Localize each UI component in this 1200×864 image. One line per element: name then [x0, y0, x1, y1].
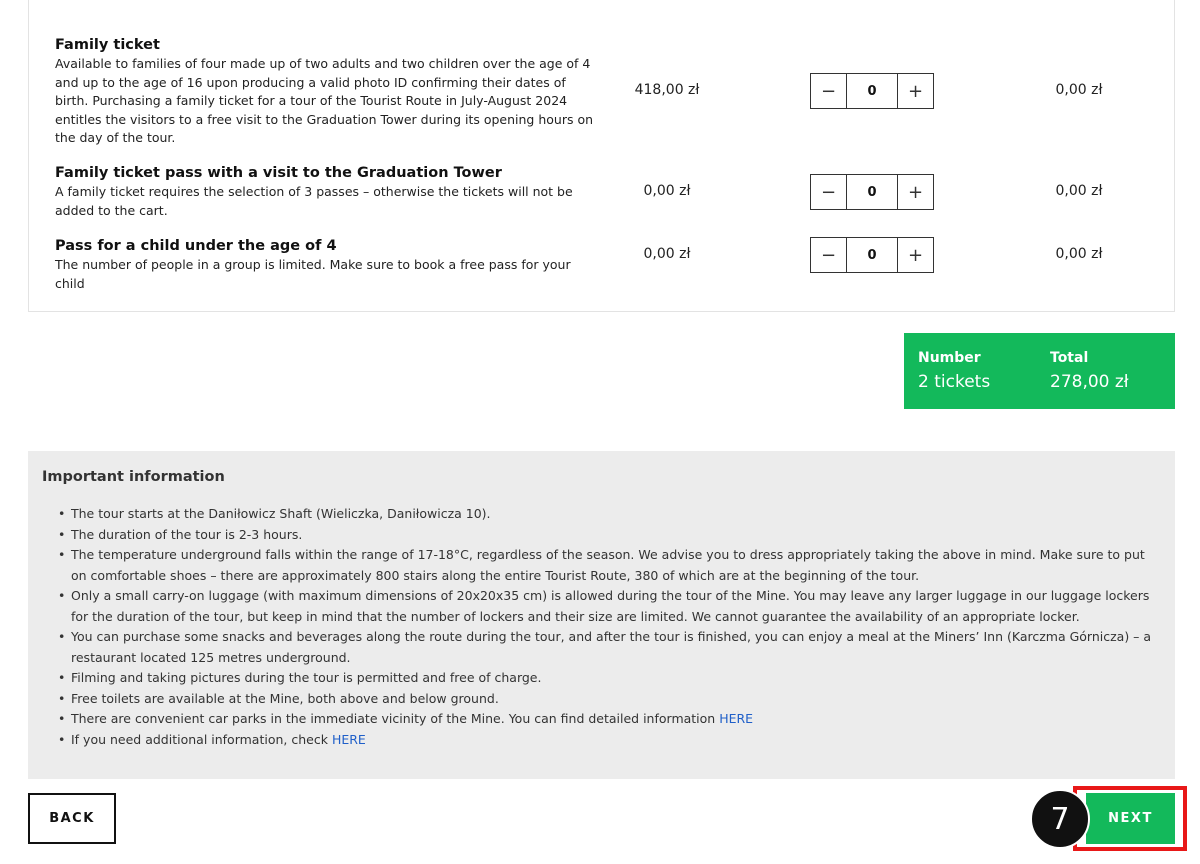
decrement-button[interactable]: −	[820, 181, 837, 203]
ticket-price: 0,00 zł	[643, 183, 691, 199]
order-summary	[904, 333, 1175, 409]
ticket-description: The number of people in a group is limited. Make sure to book a free pass for your child	[55, 257, 571, 291]
step-number-badge: 7	[1030, 789, 1090, 849]
ticket-subtotal: 0,00 zł	[1055, 246, 1103, 262]
ticket-description: A family ticket requires the selection of 3 passes – otherwise the tickets will not be added to the cart.	[55, 184, 573, 218]
info-item: • The duration of the tour is 2-3 hours.	[42, 525, 1161, 546]
number-label: Number	[918, 350, 981, 366]
ticket-description: Available to families of four made up of two adults and two children over the age of 4 and up to the age of 16 upon producing a valid photo ID confirming their dates of birth. Purchasing a family ticket for a tour of the Tourist Route in July-August 2024 entitles the visitors to a free visit to the Graduation Tower during its opening hours on the day of the tour.	[55, 56, 594, 145]
important-information	[28, 451, 1175, 779]
info-title: Important information	[42, 469, 225, 485]
total-value: 278,00 zł	[1050, 372, 1129, 392]
summary-total	[1050, 349, 1129, 395]
ticket-subtotal: 0,00 zł	[1055, 82, 1103, 98]
increment-button[interactable]: +	[907, 80, 924, 102]
ticket-price: 0,00 zł	[643, 246, 691, 262]
quantity-stepper	[810, 174, 934, 210]
summary-number	[918, 349, 990, 395]
info-item: • You can purchase some snacks and beverages along the route during the tour, and after the tour is finished, you can enjoy a meal at the Miners’ Inn (Karczma Górnicza) – a restaurant located 125 metres underground.	[42, 627, 1161, 668]
quantity-stepper	[810, 73, 934, 109]
info-list	[42, 504, 1161, 750]
additional-text: If you need additional information, check	[71, 731, 332, 747]
next-button[interactable]: NEXT	[1086, 793, 1175, 844]
info-item: • Filming and taking pictures during the tour is permitted and free of charge.	[42, 668, 1161, 689]
ticket-description-block	[55, 35, 603, 148]
quantity-stepper	[810, 237, 934, 273]
info-item-additional	[42, 730, 1161, 751]
ticket-description-block	[55, 163, 603, 220]
ticket-title: Family ticket pass with a visit to the Graduation Tower	[55, 165, 502, 181]
info-item: • Free toilets are available at the Mine, both above and below ground.	[42, 689, 1161, 710]
increment-button[interactable]: +	[907, 244, 924, 266]
increment-button[interactable]: +	[907, 181, 924, 203]
ticket-title: Family ticket	[55, 37, 160, 53]
parking-text: There are convenient car parks in the immediate vicinity of the Mine. You can find detailed information	[71, 711, 720, 726]
ticket-description-block	[55, 236, 603, 293]
ticket-title: Pass for a child under the age of 4	[55, 238, 337, 254]
parking-link[interactable]: HERE	[719, 711, 754, 726]
additional-info-link[interactable]: HERE	[331, 731, 366, 747]
ticket-subtotal: 0,00 zł	[1055, 183, 1103, 199]
quantity-value[interactable]: 0	[846, 74, 898, 108]
ticket-price: 418,00 zł	[634, 82, 700, 98]
back-button[interactable]: BACK	[28, 793, 116, 844]
total-label: Total	[1050, 350, 1089, 366]
quantity-value[interactable]: 0	[846, 238, 898, 272]
info-item: • The temperature underground falls within the range of 17-18°C, regardless of the season. We advise you to dress appropriately taking the above in mind. Make sure to put on comfortable shoes – there are approximately 800 stairs along the entire Tourist Route, 380 of which are at the beginning of the tour.	[42, 545, 1161, 586]
info-item-parking	[42, 709, 1161, 730]
decrement-button[interactable]: −	[820, 80, 837, 102]
info-item: • The tour starts at the Daniłowicz Shaft (Wieliczka, Daniłowicza 10).	[42, 504, 1161, 525]
quantity-value[interactable]: 0	[846, 175, 898, 209]
info-item: • Only a small carry-on luggage (with maximum dimensions of 20x20x35 cm) is allowed during the tour of the Mine. You may leave any larger luggage in our luggage lockers for the duration of the tour, but keep in mind that the number of lockers and their size are limited. We cannot guarantee the availability of an appropriate locker.	[42, 586, 1161, 627]
number-value: 2 tickets	[918, 372, 991, 392]
decrement-button[interactable]: −	[820, 244, 837, 266]
tickets-panel	[28, 0, 1175, 312]
